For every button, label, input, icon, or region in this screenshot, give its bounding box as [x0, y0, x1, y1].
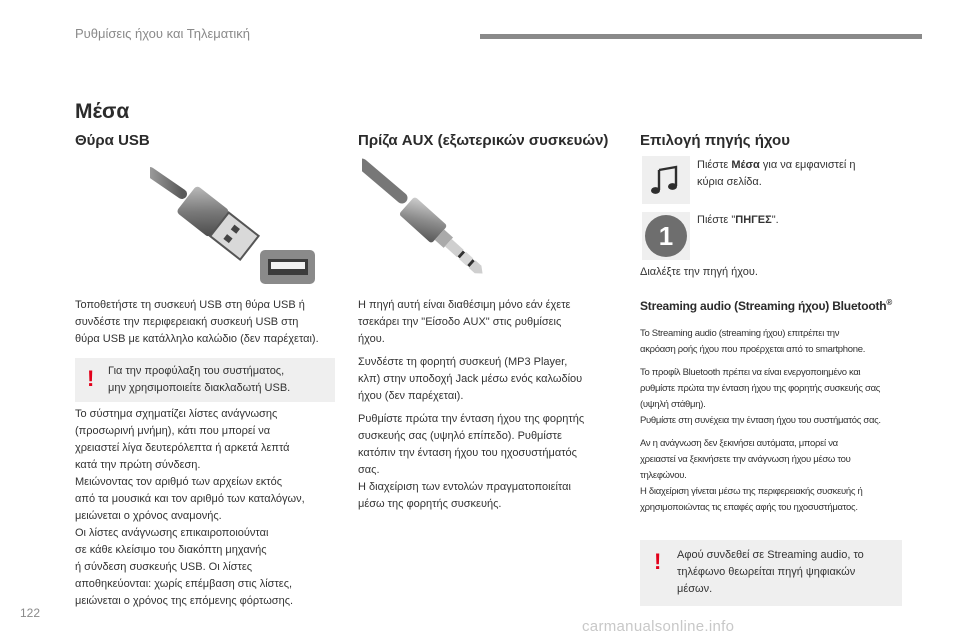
warning-icon: ! [87, 366, 95, 391]
step-sources-text: Πιέστε "ΠΗΓΕΣ". [697, 214, 779, 226]
warning-icon: ! [654, 549, 662, 574]
page-number: 122 [20, 606, 41, 620]
bluetooth-body-text: Το Streaming audio (streaming ήχου) επιτρέπει την ακρόαση ροής ήχου που προέρχεται από το smartphone. Το προφίλ Bluetooth πρέπει να είναι ενεργοποιημένο και ρυθμίστε πρώτα την ένταση ήχου της φορητής συσκευής σας (υψηλή στάθμη). Ρυθμίστε στη συνέχεια την ένταση ήχου του συστήματός σας. Αν η ανάγνωση δεν ξεκινήσει αυτόματα, μπορεί να χρειαστεί να ξεκινήσετε την ανάγνωση ήχου μέσω του τηλεφώνου. Η διαχείριση γίνεται μέσω της περιφερειακής συσκευής ή χρησιμοποιώντας τις επαφές αφής του ηχοσυστήματος. [640, 328, 881, 513]
usb-plug-illustration [150, 162, 320, 287]
usb-intro-text: Τοποθετήστε τη συσκευή USB στη θύρα USB ή συνδέστε την περιφερειακή συσκευή USB στη θύρα USB με κατάλληλο καλώδιο (δεν παρέχεται). [75, 299, 319, 345]
audio-jack-illustration [362, 158, 507, 293]
usb-warning-note: ! Για την προφύλαξη του συστήματος, μην χρησιμοποιείτε διακλαδωτή USB. [75, 358, 335, 402]
aux-body-text: Η πηγή αυτή είναι διαθέσιμη μόνο εάν έχετε τσεκάρει την "Είσοδο AUX" στις ρυθμίσεις ήχου. Συνδέστε τη φορητή συσκευή (MP3 Player, κλπ) στην υποδοχή Jack μέσω ενός καλωδίου ήχου (δεν παρέχεται). Ρυθμίστε πρώτα την ένταση ήχου της φορητής συσκευής σας (υψηλό επίπεδο). Ρυθμίστε κατόπιν την ένταση ήχου του ηχοσυστήματός σας. Η διαχείριση των εντολών πραγματοποιείται μέσω της φορητής συσκευής. [358, 299, 585, 510]
choose-source-text: Διαλέξτε την πηγή ήχου. [640, 266, 758, 278]
header-bar [480, 34, 922, 39]
step-number-badge: 1 [645, 215, 687, 257]
aux-section-title: Πρίζα AUX (εξωτερικών συσκευών) [358, 132, 609, 149]
usb-section-title: Θύρα USB [75, 132, 150, 149]
header-title: Ρυθμίσεις ήχου και Τηλεματική [75, 26, 251, 41]
page-title: Μέσα [75, 100, 130, 123]
usb-body-text: Το σύστημα σχηματίζει λίστες ανάγνωσης (προσωρινή μνήμη), κάτι που μπορεί να χρειαστεί λίγα δευτερόλεπτα ή αρκετά λεπτά κατά την πρώτη σύνδεση. Μειώνοντας τον αριθμό των αρχείων εκτός από τα μουσικά και τον αριθμό των καταλόγων, μειώνεται ο χρόνος αναμονής. Οι λίστες ανάγνωσης επικαιροποιούνται σε κάθε κλείσιμο του διακόπτη μηχανής ή σύνδεση συσκευής USB. Οι λίστες αποθηκεύονται: χωρίς επέμβαση στις λίστες, μειώνεται ο χρόνος της επόμενης φόρτωσης. [75, 408, 305, 607]
sources-step-box [642, 212, 690, 260]
source-section-title: Επιλογή πηγής ήχου [640, 132, 790, 149]
watermark: carmanualsonline.info [582, 618, 735, 635]
bluetooth-info-note: ! Αφού συνδεθεί σε Streaming audio, το τηλέφωνο θεωρείται πηγή ψηφιακών μέσων. [640, 540, 902, 606]
bluetooth-section-title: Streaming audio (Streaming ήχου) Bluetooth® [640, 298, 893, 313]
music-note-icon [642, 156, 690, 204]
step-media-text: Πιέστε Μέσα για να εμφανιστεί η κύρια σελίδα. [697, 159, 856, 188]
media-button [642, 156, 690, 204]
